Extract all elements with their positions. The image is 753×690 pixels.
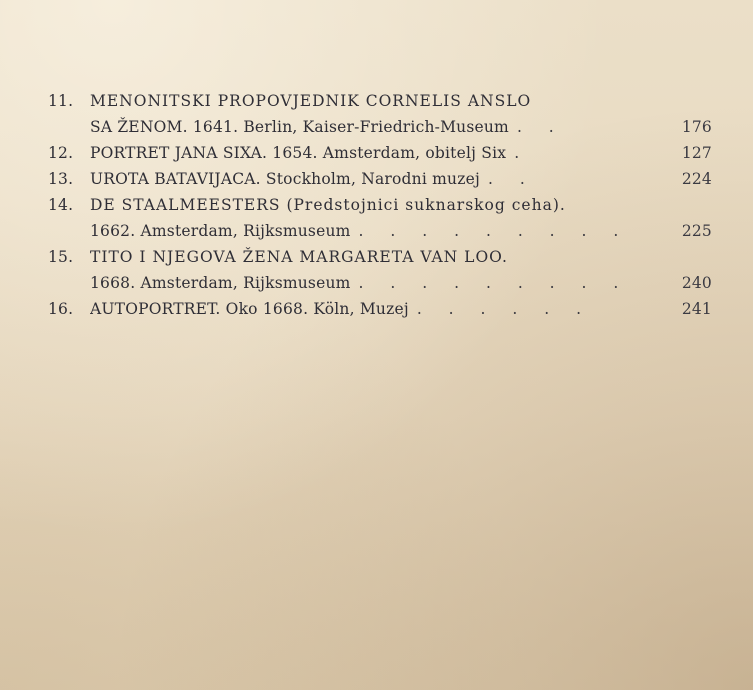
entry-number: 11. — [48, 92, 74, 110]
toc-entry-second-line — [48, 114, 712, 140]
dot-leader: . . — [516, 118, 565, 136]
page-number: 225 — [681, 222, 712, 240]
dot-leader: . . . . . . — [416, 300, 593, 318]
toc-entry-second-line — [48, 270, 712, 296]
page-number: 127 — [681, 144, 712, 162]
page-number: 176 — [681, 118, 712, 136]
toc-entry-second-line — [48, 218, 712, 244]
entry-number: 15. — [48, 248, 74, 266]
entry-number: 13. — [48, 170, 74, 188]
toc-entry — [48, 296, 712, 322]
entry-title: AUTOPORTRET. Oko 1668. Köln, Muzej — [90, 300, 409, 318]
entry-details: 1668. Amsterdam, Rijksmuseum — [90, 274, 351, 292]
dot-leader: . — [514, 144, 531, 162]
toc-entry-first-line — [48, 244, 712, 270]
entry-details: SA ŽENOM. 1641. Berlin, Kaiser-Friedrich-Museum — [90, 118, 509, 136]
toc-entry — [48, 88, 712, 140]
toc-entry — [48, 140, 712, 166]
dot-leader: . . . . . . . . . — [358, 274, 630, 292]
table-of-contents — [48, 88, 712, 322]
entry-number: 16. — [48, 300, 74, 318]
entry-title: DE STAALMEESTERS (Predstojnici suknarskog ceha). — [90, 196, 566, 214]
toc-entry — [48, 192, 712, 244]
entry-number: 12. — [48, 144, 74, 162]
toc-entry-first-line — [48, 296, 712, 322]
toc-entry-first-line — [48, 192, 712, 218]
dot-leader: . . — [487, 170, 536, 188]
page-number: 241 — [681, 300, 712, 318]
dot-leader: . . . . . . . . . — [358, 222, 630, 240]
entry-title: TITO I NJEGOVA ŽENA MARGARETA VAN LOO. — [90, 248, 508, 266]
toc-entry — [48, 166, 712, 192]
page-number: 224 — [681, 170, 712, 188]
entry-title: PORTRET JANA SIXA. 1654. Amsterdam, obitelj Six — [90, 144, 507, 162]
entry-number: 14. — [48, 196, 74, 214]
page-number: 240 — [681, 274, 712, 292]
entry-details: 1662. Amsterdam, Rijksmuseum — [90, 222, 351, 240]
toc-entry-first-line — [48, 140, 712, 166]
toc-entry-first-line — [48, 88, 712, 114]
entry-title: UROTA BATAVIJACA. Stockholm, Narodni muzej — [90, 170, 480, 188]
entry-title: MENONITSKI PROPOVJEDNIK CORNELIS ANSLO — [90, 92, 532, 110]
toc-entry-first-line — [48, 166, 712, 192]
toc-entry — [48, 244, 712, 296]
